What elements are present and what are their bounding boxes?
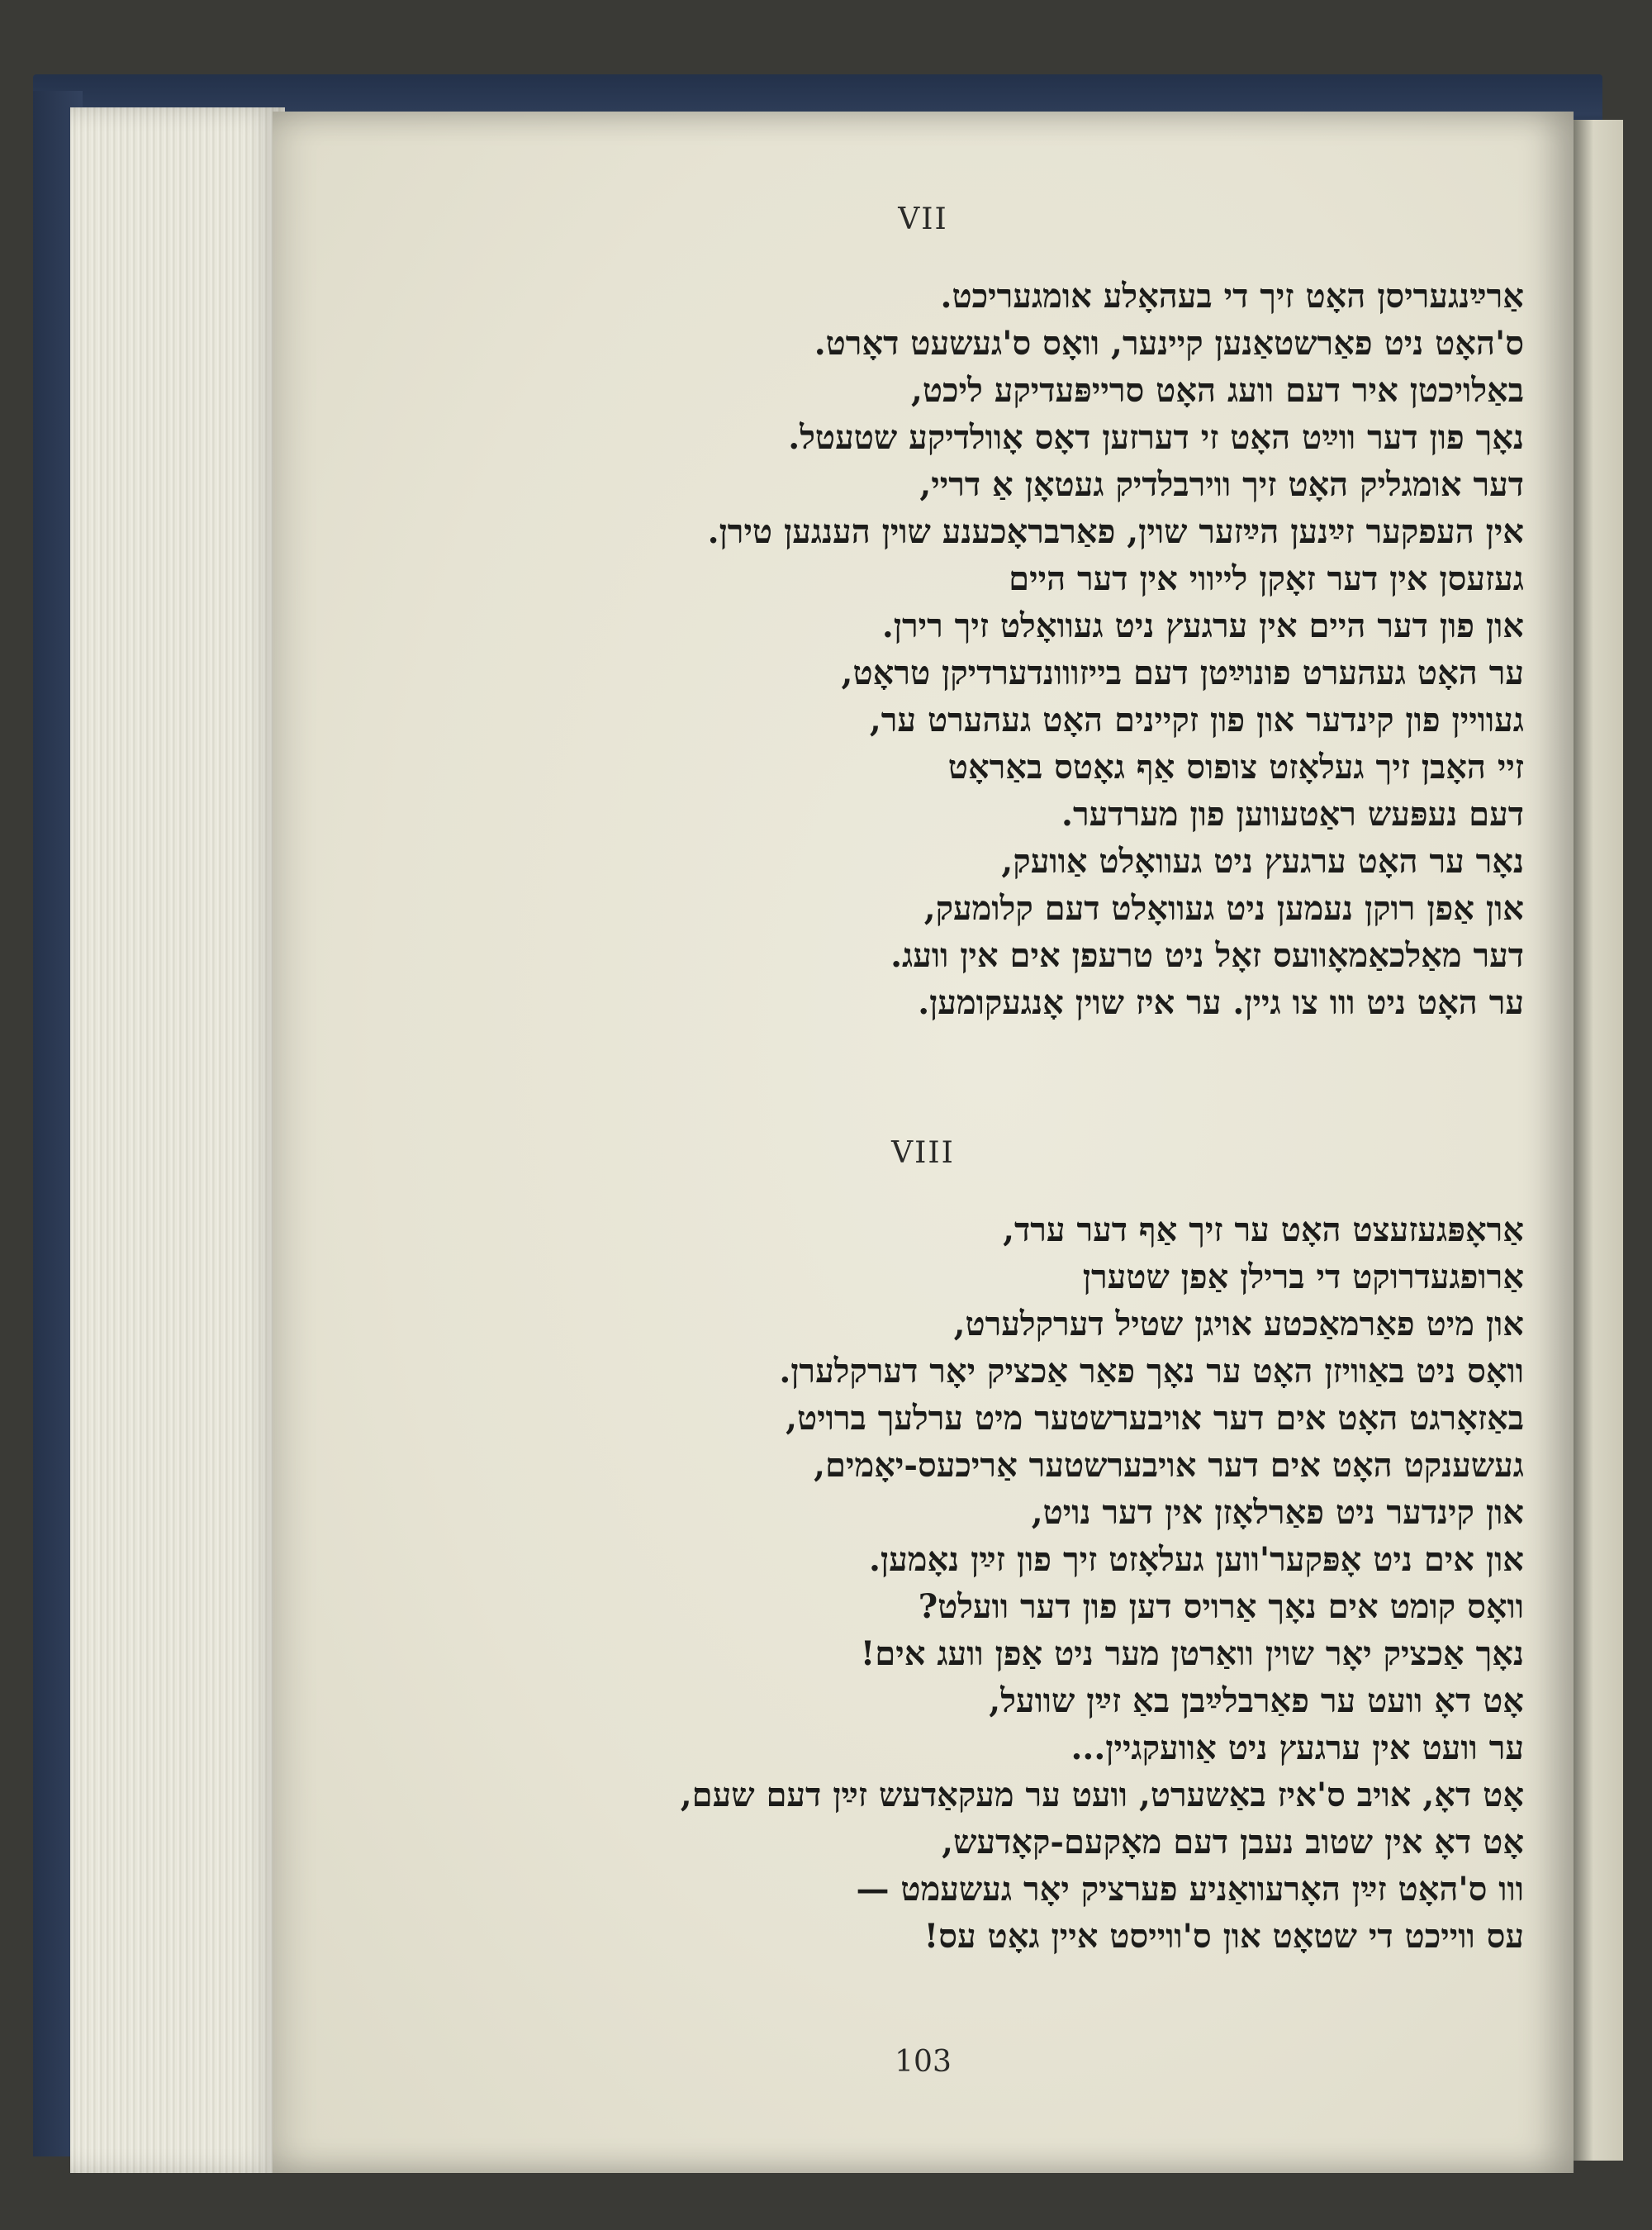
section-heading-vii: VII [898,202,948,236]
poem-line: דעם נעפּעש ראַטעווען פון מערדער. [1061,795,1524,834]
poem-line: זיי האָבן זיך געלאָזט צופוס אַף גאָטס באַראָט [947,748,1524,787]
facing-page-edge [1574,120,1623,2161]
poem-line: אָט דאָ, אויב ס'איז באַשערט, וועט ער מעקאַדעש זײַן דעם שעם, [680,1776,1524,1814]
poem-line: באַזאָרגט האָט אים דער אויבערשטער מיט ערלעך ברויט, [786,1399,1524,1438]
poem-line: אַרופגעדרוקט די ברילן אַפן שטערן [1082,1258,1524,1296]
section-heading-viii: VIII [891,1136,955,1170]
poem-line: און פון דער היים אין ערגעץ ניט געוואָלט זיך רירן. [881,606,1524,645]
poem-line: נאָך פון דער ווײַט האָט זי דערזען דאָס אָוולדיקע שטעטל. [788,418,1524,457]
poem-line: נאָר ער האָט ערגעץ ניט געוואָלט אַוועק, [1001,842,1524,881]
page-text [273,112,1574,2173]
poem-line: ער האָט ניט ווו צו גיין. ער איז שוין אָנגעקומען. [918,983,1524,1022]
stanza-vii [533,273,1524,1026]
poem-line: און קינדער ניט פאַרלאָזן אין דער נויט, [1031,1493,1524,1532]
poem-line: און אַפן רוקן נעמען ניט געוואָלט דעם קלומעק, [923,889,1524,928]
poem-line: ס'האָט ניט פאַרשטאַנען קיינער, וואָס ס'געשעט דאָרט. [814,324,1524,363]
poem-line: און אים ניט אָפּקער'ווען געלאָזט זיך פון זײַן נאָמען. [868,1540,1524,1579]
page-edges [70,107,285,2173]
poem-line: ער האָט געהערט פונוײַטן דעם בייזווונדערדיקן טראָט, [841,654,1524,692]
poem-line: געזעסן אין דער זאָקן לייווי אין דער היים [1009,559,1524,598]
poem-line: ווו ס'האָט זײַן האָרעוואַניע פערציק יאָר געשעמט — [856,1870,1524,1909]
poem-line: וואָס ניט באַוויזן האָט ער נאָך פאַר אַכציק יאָר דערקלערן. [779,1352,1524,1391]
poem-line: דער מאַלכאַמאָוועס זאָל ניט טרעפן אים אין וועג. [890,936,1524,975]
poem-line: באַלויכטן איר דעם וועג האָט סרייפּעדיקע ליכט, [910,371,1524,410]
poem-line: ער וועט אין ערגעץ ניט אַוועקגיין... [1070,1728,1524,1767]
poem-line: אין העפקער זײַנען הײַזער שוין, פאַרבראָכענע שוין הענגען טירן. [707,512,1524,551]
poem-line: עס ווייכט די שטאָט און ס'ווייסט איין גאָט עס! [923,1917,1524,1956]
poem-line: אַראָפּגעזעצט האָט ער זיך אַף דער ערד, [1003,1210,1524,1249]
poem-line: אַרײַנגעריסן האָט זיך די בעהאָלע אומגעריכט. [940,277,1524,316]
stanza-viii [533,1206,1524,1960]
poem-line: געשענקט האָט אים דער אויבערשטער אַריכעס-יאָמים, [814,1446,1524,1485]
poem-line: נאָך אַכציק יאָר שוין וואַרטן מער ניט אַפן וועג אים! [860,1634,1524,1673]
poem-line: וואָס קומט אים נאָך אַרויס דען פון דער וועלט? [918,1587,1524,1626]
poem-line: געוויין פון קינדער און פון זקיינים האָט געהערט ער, [869,701,1524,739]
poem-line: און מיט פאַרמאַכטע אויגן שטיל דערקלערט, [953,1305,1524,1343]
page-number: 103 [895,2045,952,2079]
poem-line: אָט דאָ אין שטוב נעבן דעם מאָקעם-קאָדעש, [942,1823,1524,1862]
poem-line: דער אומגליק האָט זיך ווירבלדיק געטאָן אַ דריי, [919,465,1524,504]
poem-line: אָט דאָ וועט ער פאַרבלײַבן באַ זײַן שוועל, [989,1681,1524,1720]
book-page [273,112,1574,2173]
